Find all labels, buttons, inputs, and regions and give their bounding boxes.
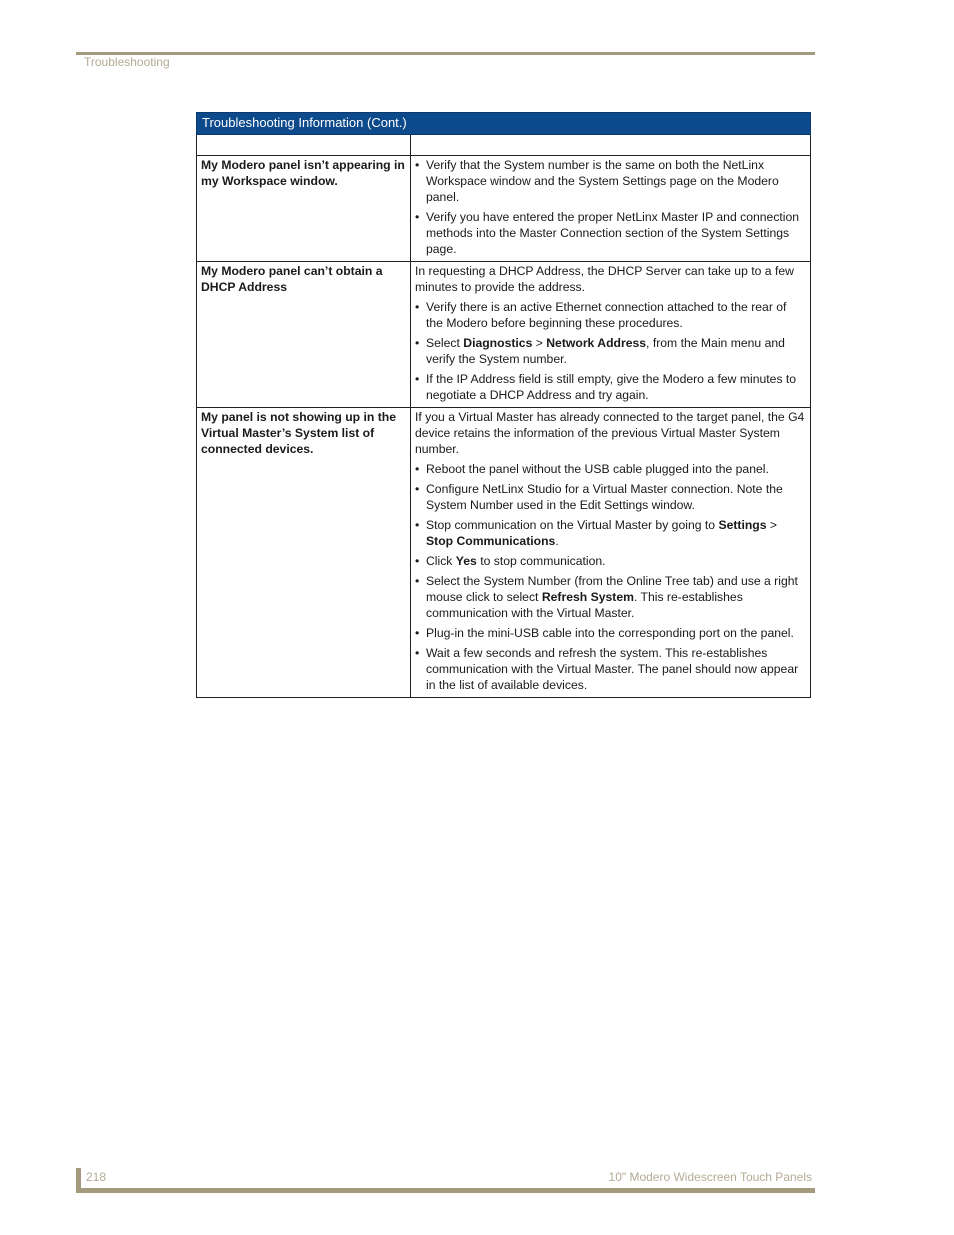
solution-step (415, 625, 806, 641)
solution-step (415, 573, 806, 621)
step-text: > (532, 336, 547, 350)
table-title-row (197, 113, 811, 135)
document-title: 10" Modero Widescreen Touch Panels (608, 1170, 812, 1184)
solution-intro: If you a Virtual Master has already connected to the target panel, the G4 device retains the information of the previous Virtual Master System number. (415, 410, 805, 456)
solution-step (415, 481, 806, 513)
step-text: Stop communication on the Virtual Master by going to (426, 518, 719, 532)
solution-step (415, 461, 806, 477)
problem-cell: My Modero panel can’t obtain a DHCP Address (197, 262, 411, 408)
page-number: 218 (86, 1170, 107, 1184)
solution-step (415, 645, 806, 693)
header-rule (76, 52, 815, 55)
solution-intro: In requesting a DHCP Address, the DHCP Server can take up to a few minutes to provide the address. (415, 264, 794, 294)
step-text: Reboot the panel without the USB cable plugged into the panel. (426, 462, 769, 476)
step-text: Verify there is an active Ethernet connection attached to the rear of the Modero before beginning these procedures. (426, 300, 787, 330)
ui-term: Diagnostics (463, 336, 533, 350)
table-row (197, 262, 811, 408)
step-text: Select (426, 336, 464, 350)
step-text: If the IP Address field is still empty, give the Modero a few minutes to negotiate a DHCP Address and try again. (426, 372, 797, 402)
step-text: > (766, 518, 778, 532)
footer-rule (76, 1188, 815, 1193)
step-text: Wait a few seconds and refresh the system. This re-establishes communication with the Virtual Master. The panel should now appear in the list of available devices. (426, 646, 799, 692)
table-spacer-row (197, 135, 811, 156)
solution-step (415, 371, 806, 403)
step-text: Verify you have entered the proper NetLinx Master IP and connection methods into the Master Connection section of the System Settings page. (426, 210, 800, 256)
solution-step (415, 517, 806, 549)
ui-term: Refresh System (541, 590, 634, 604)
ui-term: Network Address (546, 336, 647, 350)
solution-cell (411, 156, 811, 262)
step-text: Plug-in the mini-USB cable into the corresponding port on the panel. (426, 626, 794, 640)
step-text: Select the System Number (from the Online Tree tab) and use a right mouse click to select (426, 574, 798, 604)
step-text: Verify that the System number is the same on both the NetLinx Workspace window and the System Settings page on the Modero panel. (426, 158, 779, 204)
step-text: , from the Main menu and verify the System number. (426, 336, 785, 366)
table-row (197, 408, 811, 698)
step-text: to stop communication. (476, 554, 606, 568)
running-header: Troubleshooting (84, 55, 170, 69)
ui-term: Stop Communications (426, 534, 556, 548)
solution-cell (411, 408, 811, 698)
solution-step (415, 553, 806, 569)
step-text: . (555, 534, 559, 548)
step-text: . This re-establishes communication with the Virtual Master. (426, 590, 743, 620)
ui-term: Yes (455, 554, 477, 568)
solution-step (415, 299, 806, 331)
solution-steps (415, 157, 806, 257)
troubleshooting-table (196, 112, 811, 698)
table-row (197, 156, 811, 262)
ui-term: Settings (718, 518, 767, 532)
solution-cell (411, 262, 811, 408)
problem-cell: My panel is not showing up in the Virtual Master’s System list of connected devices. (197, 408, 411, 698)
table-title: Troubleshooting Information (Cont.) (197, 113, 811, 135)
solution-steps (415, 299, 806, 403)
solution-steps (415, 461, 806, 693)
solution-step (415, 335, 806, 367)
solution-step (415, 209, 806, 257)
step-text: Click (426, 554, 456, 568)
problem-cell: My Modero panel isn’t appearing in my Workspace window. (197, 156, 411, 262)
solution-step (415, 157, 806, 205)
step-text: Configure NetLinx Studio for a Virtual Master connection. Note the System Number used in the Edit Settings window. (426, 482, 783, 512)
